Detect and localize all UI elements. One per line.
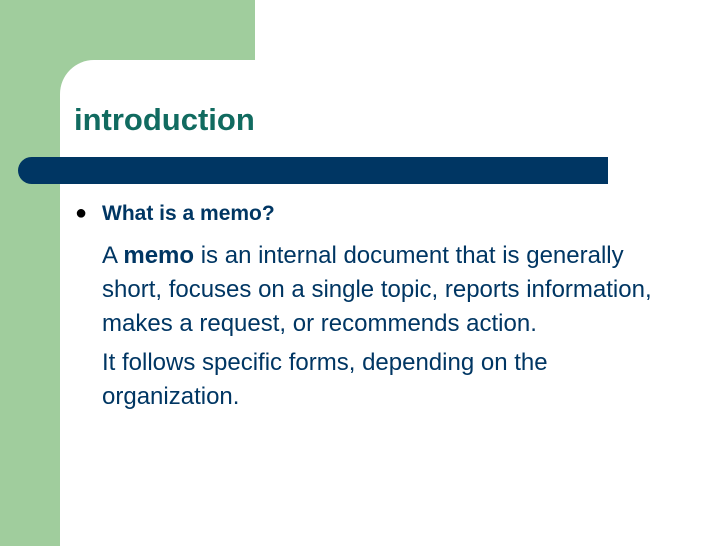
- memo-term: memo: [123, 242, 195, 269]
- paragraph-memo-definition: [102, 239, 662, 341]
- body-text: [102, 239, 662, 414]
- bullet-dot-icon: ●: [75, 202, 88, 224]
- paragraph-prefix: A: [102, 242, 124, 269]
- bullet-heading: What is a memo?: [102, 202, 275, 225]
- paragraph-forms: It follows specific forms, depending on the organization.: [102, 349, 548, 410]
- paragraph-rest: is an internal document that is generally short, focuses on a single topic, reports information, makes a request, or recommends action.: [102, 242, 652, 337]
- title-underline-bar: [18, 157, 608, 184]
- slide-title: introduction: [74, 102, 255, 137]
